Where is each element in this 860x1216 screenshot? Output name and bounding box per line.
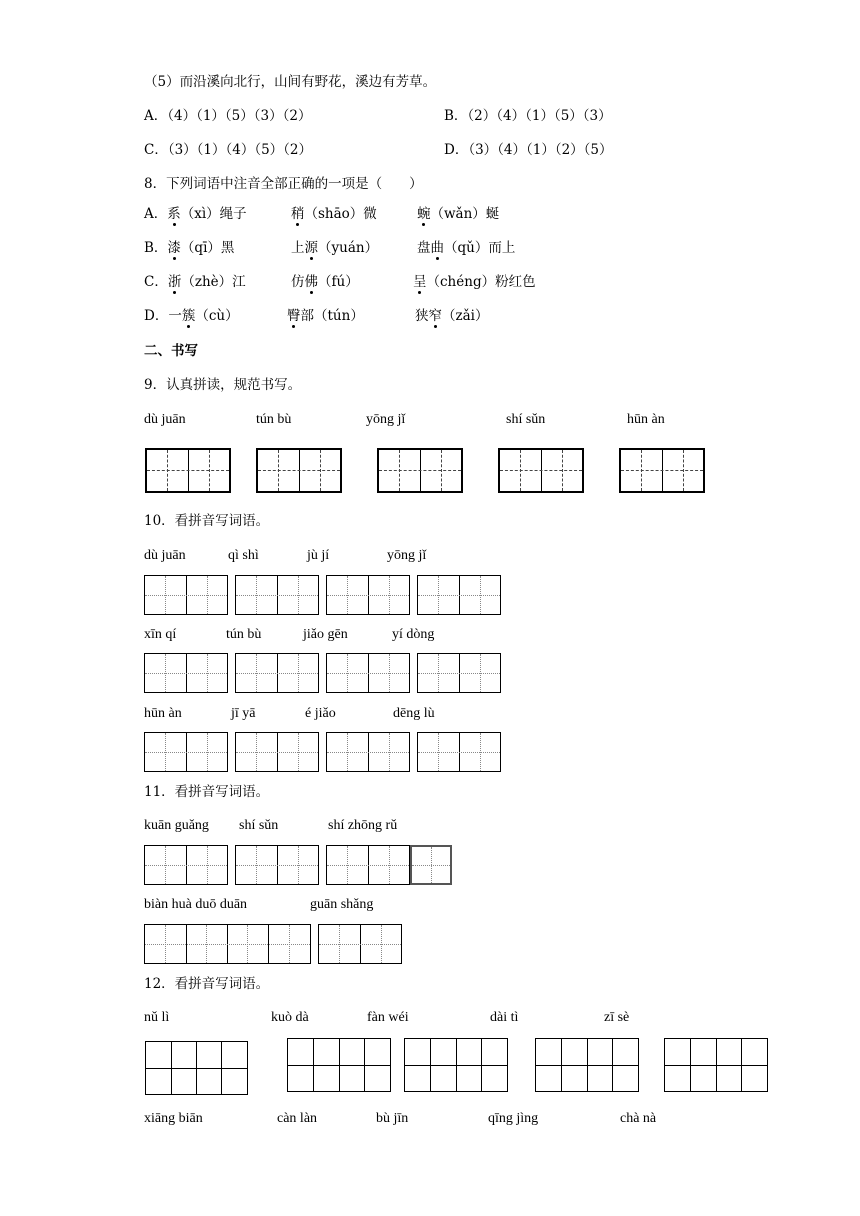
option-text: 盘 — [417, 240, 431, 256]
dotted-char: 源 — [304, 240, 318, 256]
option-text: （shāo）微 — [304, 206, 377, 222]
pinyin-label: kuò dà — [271, 1010, 309, 1025]
option-text: （zhè）江 — [181, 274, 246, 290]
pinyin-label: qì shì — [228, 548, 259, 563]
q8-option-a-word2 — [291, 206, 377, 222]
q8-option-d-word3 — [415, 308, 488, 324]
q8-option-b-word3 — [417, 240, 515, 256]
writing-box[interactable] — [144, 845, 228, 885]
option-text: 仿 — [291, 274, 305, 290]
dotted-char: 浙 — [167, 274, 182, 290]
writing-box[interactable] — [417, 653, 501, 693]
writing-box[interactable] — [410, 845, 452, 885]
pinyin-label: xiāng biān — [144, 1111, 203, 1126]
writing-box[interactable] — [144, 924, 311, 964]
option-text: （fú） — [318, 274, 359, 290]
option-b[interactable]: B．（2）（4）（1）（5）（3） — [444, 108, 612, 124]
pinyin-label: dù juān — [144, 412, 186, 427]
pinyin-label: dēng lù — [393, 706, 435, 721]
dotted-char: 呈 — [413, 274, 427, 290]
writing-box[interactable] — [235, 653, 319, 693]
q8-option-b-word2 — [291, 240, 378, 256]
writing-box[interactable] — [144, 653, 228, 693]
option-label: A． — [144, 206, 168, 222]
option-text: （qī）黑 — [180, 240, 235, 256]
pinyin-label: biàn huà duō duān — [144, 897, 248, 912]
writing-box[interactable] — [145, 1041, 248, 1095]
dotted-char: 系 — [167, 206, 181, 222]
dotted-char: 蜿 — [417, 206, 431, 222]
pinyin-label: qīng jìng — [488, 1111, 539, 1126]
q8-option-c-word3 — [413, 274, 536, 290]
question-11-stem: 11．看拼音写词语。 — [144, 784, 270, 800]
option-c[interactable]: C．（3）（1）（4）（5）（2） — [144, 142, 313, 158]
pinyin-label: jī yā — [231, 706, 256, 721]
writing-box[interactable] — [144, 732, 228, 772]
option-d[interactable]: D．（3）（4）（1）（2）（5） — [444, 142, 613, 158]
pinyin-label: dù juān — [144, 548, 186, 563]
pinyin-label: xīn qí — [144, 627, 177, 642]
dotted-char: 簇 — [181, 308, 196, 324]
option-text: （wǎn）蜒 — [430, 206, 500, 222]
q8-option-d[interactable] — [144, 308, 239, 324]
writing-box[interactable] — [235, 575, 319, 615]
section-heading: 二、书写 — [144, 343, 198, 359]
pinyin-label: é jiǎo — [305, 706, 336, 721]
writing-box[interactable] — [145, 448, 231, 493]
option-text: （qǔ）而上 — [444, 240, 516, 256]
option-label: D．一 — [144, 308, 182, 324]
dotted-char: 曲 — [430, 240, 444, 256]
writing-box[interactable] — [144, 575, 228, 615]
dotted-char: 佛 — [304, 274, 318, 290]
pinyin-label: shí sǔn — [239, 818, 279, 833]
pinyin-label: tún bù — [256, 412, 292, 427]
pinyin-label: guān shǎng — [310, 897, 374, 912]
option-text: （xì）绳子 — [180, 206, 247, 222]
dotted-char: 窄 — [428, 308, 442, 324]
option-text: （cù） — [195, 308, 239, 324]
question-12-stem: 12．看拼音写词语。 — [144, 976, 270, 992]
option-text: 上 — [291, 240, 305, 256]
writing-box[interactable] — [326, 845, 410, 885]
sentence-line-5: （5）而沿溪向北行，山间有野花，溪边有芳草。 — [144, 74, 437, 90]
question-10-stem: 10．看拼音写词语。 — [144, 513, 270, 529]
writing-box[interactable] — [256, 448, 342, 493]
pinyin-label: fàn wéi — [367, 1010, 409, 1025]
pinyin-label: tún bù — [226, 627, 262, 642]
writing-box[interactable] — [287, 1038, 391, 1092]
writing-box[interactable] — [619, 448, 705, 493]
pinyin-label: nǔ lì — [144, 1010, 170, 1025]
option-text: （chéng）粉红色 — [426, 274, 536, 290]
pinyin-label: yōng jǐ — [387, 548, 427, 563]
writing-box[interactable] — [326, 732, 410, 772]
option-label: B． — [144, 240, 168, 256]
pinyin-label: jù jí — [307, 548, 330, 563]
pinyin-label: hūn àn — [144, 706, 182, 721]
pinyin-label: càn làn — [277, 1111, 318, 1126]
writing-box[interactable] — [535, 1038, 639, 1092]
pinyin-label: yí dòng — [392, 627, 435, 642]
option-text: （zǎi） — [442, 308, 489, 324]
writing-box[interactable] — [498, 448, 584, 493]
pinyin-label: chà nà — [620, 1111, 657, 1126]
writing-box[interactable] — [404, 1038, 508, 1092]
option-text: 狭 — [415, 308, 429, 324]
pinyin-label: yōng jǐ — [366, 412, 406, 427]
writing-box[interactable] — [417, 575, 501, 615]
q8-option-c[interactable] — [144, 274, 246, 290]
dotted-char: 稍 — [291, 206, 305, 222]
pinyin-label: kuān guǎng — [144, 818, 209, 833]
writing-box[interactable] — [235, 845, 319, 885]
q8-option-d-word2 — [287, 308, 364, 324]
dotted-char: 臀 — [287, 308, 301, 324]
pinyin-label: bù jīn — [376, 1111, 409, 1126]
pinyin-label: hūn àn — [627, 412, 665, 427]
writing-box[interactable] — [326, 653, 410, 693]
option-label: C． — [144, 274, 168, 290]
pinyin-label: jiǎo gēn — [303, 627, 348, 642]
q8-option-c-word2 — [291, 274, 359, 290]
q8-option-b[interactable] — [144, 240, 234, 256]
writing-box[interactable] — [326, 575, 410, 615]
dotted-char: 漆 — [167, 240, 181, 256]
q8-option-a[interactable] — [144, 206, 247, 222]
pinyin-label: zī sè — [604, 1010, 630, 1025]
pinyin-label: dài tì — [490, 1010, 519, 1025]
writing-box[interactable] — [318, 924, 402, 964]
question-9-stem: 9．认真拼读，规范书写。 — [144, 377, 302, 393]
q8-option-a-word3 — [417, 206, 499, 222]
writing-box[interactable] — [417, 732, 501, 772]
option-a[interactable]: A．（4）（1）（5）（3）（2） — [144, 108, 312, 124]
option-text: 部（tún） — [300, 308, 364, 324]
writing-box[interactable] — [664, 1038, 768, 1092]
pinyin-label: shí sǔn — [506, 412, 546, 427]
writing-box[interactable] — [235, 732, 319, 772]
question-8-stem: 8．下列词语中注音全部正确的一项是（ ） — [144, 176, 423, 192]
option-text: （yuán） — [318, 240, 379, 256]
writing-box[interactable] — [377, 448, 463, 493]
pinyin-label: shí zhōng rǔ — [328, 818, 398, 833]
